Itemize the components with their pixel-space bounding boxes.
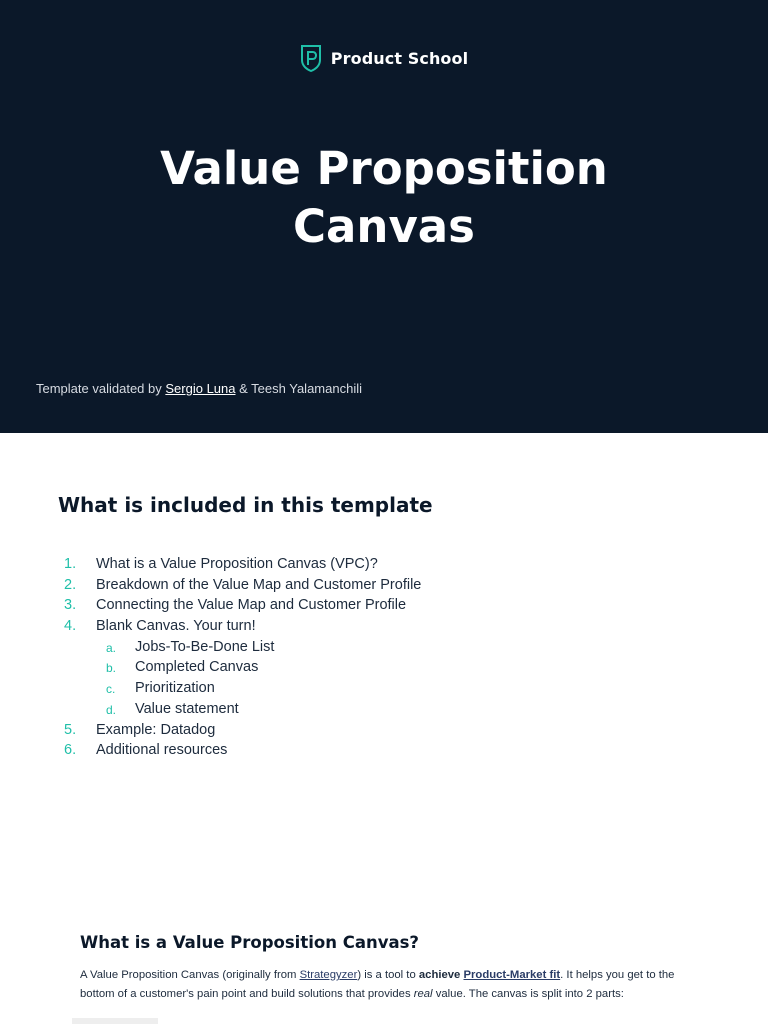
title-line-1: Value Proposition (160, 142, 608, 195)
toc-number: a. (106, 640, 117, 655)
vpc-text-part: A Value Proposition Canvas (originally from (80, 969, 297, 981)
product-school-logo-icon (300, 44, 322, 72)
toc-subitem-b[interactable] (0, 659, 768, 680)
toc-item-3[interactable] (0, 597, 768, 618)
toc-text: Additional resources (96, 742, 228, 759)
credit-suffix: & Teesh Yalamanchili (239, 381, 362, 396)
page-title (0, 140, 768, 256)
vpc-bold-text: achieve (418, 969, 461, 981)
toc-item-2[interactable] (0, 577, 768, 598)
toc-number: 5. (64, 721, 77, 738)
title-line-2: Canvas (293, 200, 475, 253)
toc-number: b. (106, 661, 117, 676)
toc-number: 2. (64, 576, 77, 593)
toc-text: Value statement (135, 700, 239, 717)
toc-number: 6. (64, 742, 77, 759)
toc-text: What is a Value Proposition Canvas (VPC)? (96, 556, 378, 572)
toc-number: 4. (64, 618, 77, 635)
toc-text: Completed Canvas (135, 659, 259, 676)
hero-banner (0, 0, 768, 433)
vpc-intro-paragraph (80, 966, 680, 1004)
image-placeholder (72, 1018, 158, 1024)
vpc-italic-text: real (413, 988, 433, 1000)
toc-text: Blank Canvas. Your turn! (96, 618, 256, 635)
credit-link-sergio-luna[interactable]: Sergio Luna (165, 381, 236, 396)
toc-title: What is included in this template (58, 493, 433, 517)
product-market-fit-link[interactable]: Product-Market fit (463, 969, 561, 981)
toc-item-5[interactable] (0, 722, 768, 743)
toc-number: 3. (64, 597, 77, 614)
toc-text: Breakdown of the Value Map and Customer Profile (96, 576, 422, 593)
toc-item-6[interactable] (0, 742, 768, 763)
credit-prefix: Template validated by (36, 381, 162, 396)
table-of-contents (0, 556, 768, 763)
toc-number: c. (106, 682, 116, 697)
toc-text: Jobs-To-Be-Done List (135, 638, 275, 655)
toc-text: Example: Datadog (96, 721, 216, 738)
vpc-section-title: What is a Value Proposition Canvas? (80, 933, 419, 952)
credit-line (36, 381, 362, 396)
vpc-text-part: value. The canvas is split into 2 parts: (435, 988, 624, 1000)
toc-text: Prioritization (135, 680, 215, 697)
brand-name: Product School (330, 48, 469, 68)
toc-subitem-c[interactable] (0, 680, 768, 701)
brand[interactable] (0, 44, 768, 72)
toc-number: 1. (64, 556, 77, 572)
toc-subitem-d[interactable] (0, 701, 768, 722)
toc-text: Connecting the Value Map and Customer Profile (96, 597, 407, 614)
toc-item-4[interactable] (0, 618, 768, 639)
vpc-text-part: . It helps you get to the bottom of a customer's pain point and build solutions that provides (80, 969, 675, 1000)
toc-subitem-a[interactable] (0, 639, 768, 660)
strategyzer-link[interactable]: Strategyzer (299, 969, 358, 981)
toc-number: d. (106, 702, 117, 717)
toc-item-1[interactable] (0, 556, 768, 577)
vpc-text-part: ) is a tool to (357, 969, 416, 981)
